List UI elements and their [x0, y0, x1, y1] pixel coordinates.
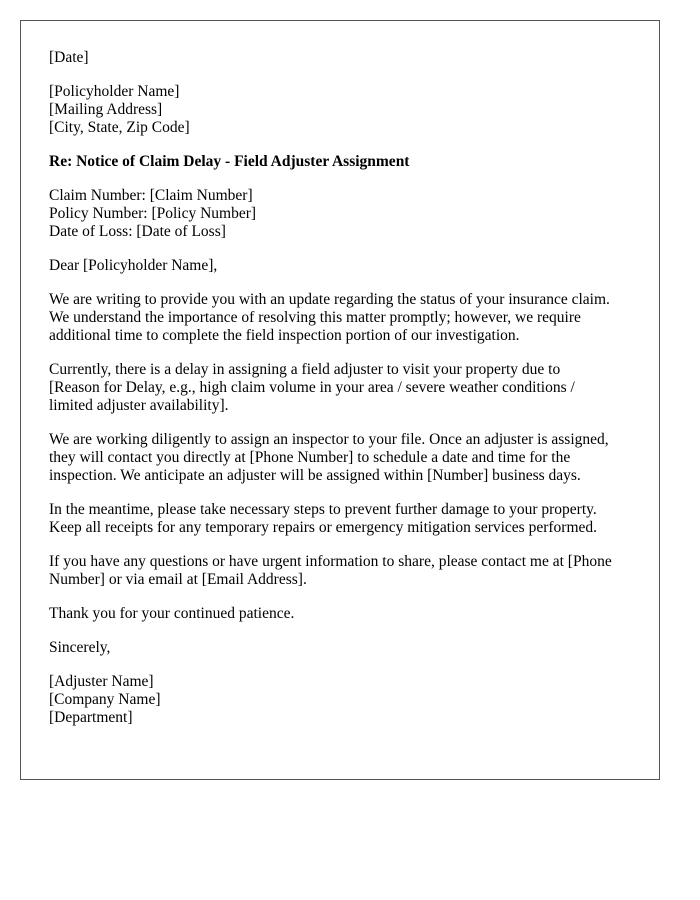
letter-date: [Date] [49, 49, 89, 66]
paragraph-thanks [49, 605, 631, 623]
paragraph-line: Thank you for your continued patience. [49, 605, 295, 622]
paragraph-line: We are writing to provide you with an update regarding the status of your insurance claim. [49, 291, 610, 308]
policy-number: Policy Number: [Policy Number] [49, 205, 257, 222]
signature-name: [Adjuster Name] [49, 673, 154, 690]
date-of-loss: Date of Loss: [Date of Loss] [49, 223, 226, 240]
date-block [49, 49, 631, 67]
paragraph-line: In the meantime, please take necessary steps to prevent further damage to your property. [49, 501, 597, 518]
signature-company: [Company Name] [49, 691, 161, 708]
paragraph-delay-reason [49, 361, 631, 415]
signature-department: [Department] [49, 709, 133, 726]
paragraph-line: [Reason for Delay, e.g., high claim volume in your area / severe weather conditions / [49, 379, 575, 396]
letter-page [20, 20, 660, 780]
paragraph-contact [49, 553, 631, 589]
paragraph-line: limited adjuster availability]. [49, 397, 229, 414]
paragraph-line: Number] or via email at [Email Address]. [49, 571, 307, 588]
paragraph-status-update [49, 291, 631, 345]
paragraph-assignment [49, 431, 631, 485]
paragraph-line: We are working diligently to assign an inspector to your file. Once an adjuster is assigned, [49, 431, 609, 448]
paragraph-line: they will contact you directly at [Phone Number] to schedule a date and time for the [49, 449, 571, 466]
subject-line [49, 153, 631, 171]
salutation [49, 257, 631, 275]
paragraph-line: We understand the importance of resolving this matter promptly; however, we require [49, 309, 581, 326]
paragraph-mitigation [49, 501, 631, 537]
recipient-city-state-zip: [City, State, Zip Code] [49, 119, 190, 136]
paragraph-line: Keep all receipts for any temporary repairs or emergency mitigation services performed. [49, 519, 598, 536]
subject-text: Re: Notice of Claim Delay - Field Adjuster Assignment [49, 153, 410, 170]
closing-text: Sincerely, [49, 639, 111, 656]
closing [49, 639, 631, 657]
paragraph-line: Currently, there is a delay in assigning a field adjuster to visit your property due to [49, 361, 561, 378]
recipient-name: [Policyholder Name] [49, 83, 180, 100]
recipient-address: [Mailing Address] [49, 101, 163, 118]
paragraph-line: additional time to complete the field inspection portion of our investigation. [49, 327, 520, 344]
claim-number: Claim Number: [Claim Number] [49, 187, 253, 204]
salutation-text: Dear [Policyholder Name], [49, 257, 218, 274]
signature-block [49, 673, 631, 727]
recipient-address-block [49, 83, 631, 137]
claim-info-block [49, 187, 631, 241]
paragraph-line: If you have any questions or have urgent information to share, please contact me at [Phone [49, 553, 612, 570]
paragraph-line: inspection. We anticipate an adjuster will be assigned within [Number] business days. [49, 467, 581, 484]
